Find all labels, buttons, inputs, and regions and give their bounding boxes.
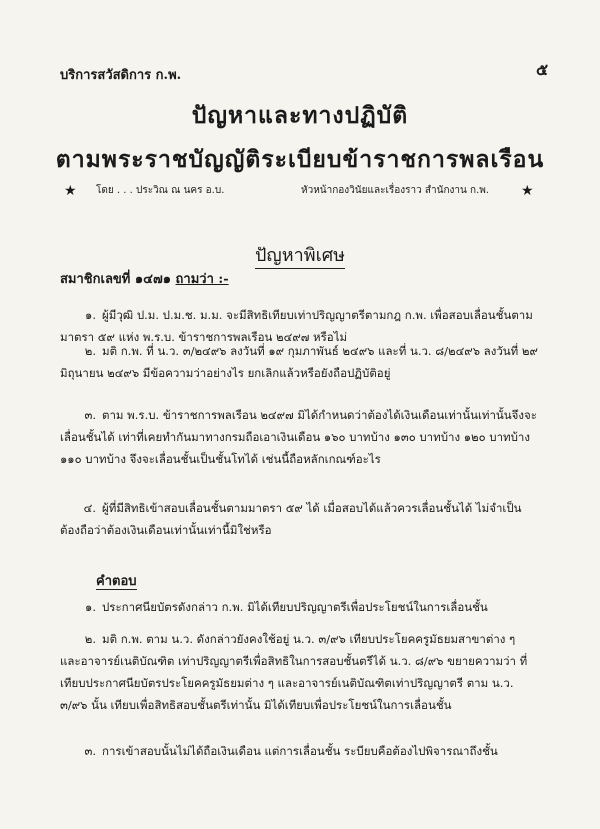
star-icon: ★ bbox=[521, 183, 534, 199]
page-number: ๕ bbox=[536, 60, 549, 79]
item-number: ๑. bbox=[85, 308, 96, 322]
author: โดย . . . ประวิณ ณ นคร อ.บ. bbox=[96, 185, 225, 196]
section-title: ปัญหาพิเศษ bbox=[0, 240, 600, 269]
item-text: ผู้มีวุฒิ ป.ม. ป.ม.ช. ม.ม. จะมีสิทธิเทียบเท่าปริญญาตรีตามกฎ ก.พ. เพื่อสอบเลื่อนชั้นตามมาตรา ๕๙ แห่ง พ.ร.บ. ข้าราชการพลเรือน ๒๔๙๗ หรือไม่ bbox=[60, 308, 533, 344]
question-heading bbox=[60, 268, 229, 289]
item-number: ๓. bbox=[84, 744, 96, 758]
article-title-line-1: ปัญหาและทางปฏิบัติ bbox=[191, 102, 409, 129]
question-item bbox=[60, 497, 538, 541]
running-header: บริการสวัสดิการ ก.พ. bbox=[60, 68, 182, 83]
item-text: ประกาศนียบัตรดังกล่าว ก.พ. มิได้เทียบปริญญาตรีเพื่อประโยชน์ในการเลื่อนชั้น bbox=[102, 600, 488, 614]
question-item bbox=[60, 404, 538, 470]
item-number: ๒. bbox=[84, 632, 96, 646]
item-number: ๓. bbox=[84, 408, 96, 422]
member-number: สมาชิกเลขที่ ๑๔๗๑ bbox=[60, 272, 172, 287]
star-icon: ★ bbox=[64, 183, 77, 199]
byline bbox=[96, 183, 489, 198]
item-number: ๔. bbox=[83, 501, 96, 515]
item-text: การเข้าสอบนั้นไม่ได้ถือเงินเดือน แต่การเลื่อนชั้น ระบียบคือต้องไปพิจารณาถึงชั้น bbox=[102, 744, 498, 758]
answer-heading: คำตอบ bbox=[96, 574, 137, 589]
item-text: มติ ก.พ. ตาม น.ว. ดังกล่าวยังคงใช้อยู่ น.ว. ๓/๙๖ เทียบประโยคครูมัธยมสาขาต่าง ๆ และอาจารย์เนติบัณฑิต เท่าปริญญาตรีเพื่อสิทธิในการสอบชั้นตรีได้ น.ว. ๘/๙๖ ขยายความว่า ที่เทียบประกาศนียบัตรประโยคครูมัธยมต่าง ๆ และอาจารย์เนติบัณฑิตเท่าปริญญาตรี ตาม น.ว. ๓/๙๖ นั้น เทียบเพื่อสิทธิสอบชั้นตรีเท่านั้น มิได้เทียบเพื่อประโยชน์ในการเลื่อนชั้น bbox=[60, 632, 528, 712]
answer-item bbox=[60, 628, 538, 716]
asks-label: ถามว่า :- bbox=[175, 272, 229, 287]
answer-item bbox=[60, 596, 538, 618]
article-title-line-2: ตามพระราชบัญญัติระเบียบข้าราชการพลเรือน bbox=[55, 146, 545, 173]
item-number: ๒. bbox=[84, 344, 96, 358]
question-item bbox=[60, 340, 538, 384]
author-position: หัวหน้ากองวินัยและเรื่องราว สำนักงาน ก.พ. bbox=[301, 185, 490, 196]
item-text: มติ ก.พ. ที่ น.ว. ๓/๒๔๙๖ ลงวันที่ ๑๙ กุมภาพันธ์ ๒๔๙๖ และที่ น.ว. ๘/๒๔๙๖ ลงวันที่ ๒๙ มิถุนายน ๒๔๙๖ มีข้อความว่าอย่างไร ยกเลิกแล้วหรือยังถือปฏิบัติอยู่ bbox=[60, 344, 538, 380]
item-number: ๑. bbox=[85, 600, 96, 614]
answer-item bbox=[60, 740, 538, 762]
item-text: ตาม พ.ร.บ. ข้าราชการพลเรือน ๒๔๙๗ มิได้กำหนดว่าต้องได้เงินเดือนเท่านั้นเท่านั้นจึงจะเลื่อนชั้นได้ เท่าที่เคยทำกันมาทางกรมถือเอาเงินเดือน ๑๖๐ บาทบ้าง ๑๓๐ บาทบ้าง ๑๒๐ บาทบ้าง ๑๑๐ บาทบ้าง จึงจะเลื่อนชั้นเป็นชั้นโทได้ เช่นนี้ถือหลักเกณฑ์อะไร bbox=[60, 408, 537, 466]
item-text: ผู้ที่มีสิทธิเข้าสอบเลื่อนชั้นตามมาตรา ๕๙ ได้ เมื่อสอบได้แล้วควรเลื่อนชั้นได้ ไม่จำเป็นต้องถือว่าต้องเงินเดือนเท่านั้นเท่านี้มิใช่หรือ bbox=[60, 501, 522, 537]
